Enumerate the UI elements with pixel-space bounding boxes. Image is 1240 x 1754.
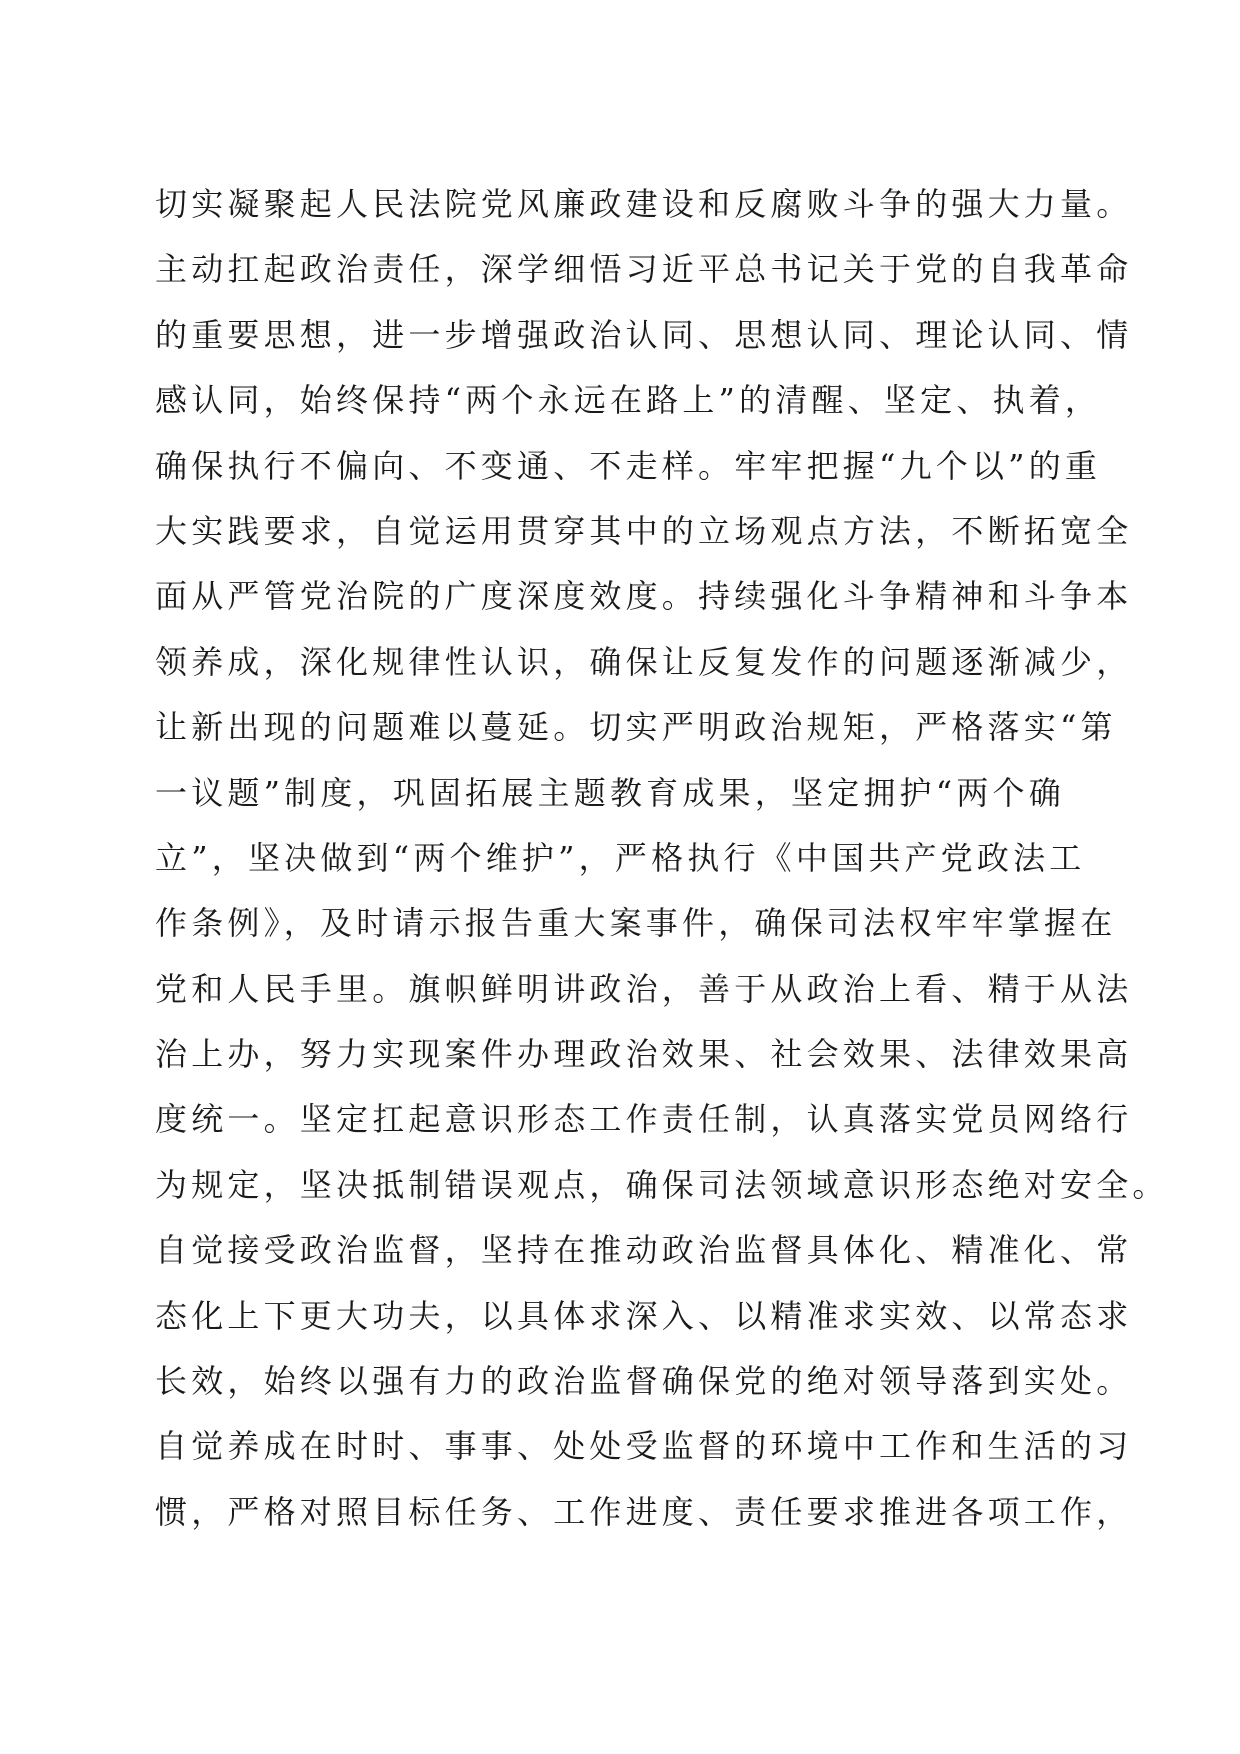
text-line: 惯，严格对照目标任务、工作进度、责任要求推进各项工作， xyxy=(155,1492,1133,1531)
text-line: 感认同，始终保持“两个永远在路上”的清醒、坚定、执着， xyxy=(155,381,1102,420)
text-line: 自觉接受政治监督，坚持在推动政治监督具体化、精准化、常 xyxy=(155,1231,1133,1270)
text-line: 长效，始终以强有力的政治监督确保党的绝对领导落到实处。 xyxy=(155,1362,1133,1401)
text-line: 一议题”制度，巩固拓展主题教育成果，坚定拥护“两个确 xyxy=(155,773,1065,812)
text-line: 主动扛起政治责任，深学细悟习近平总书记关于党的自我革命 xyxy=(155,250,1133,289)
text-line: 度统一。坚定扛起意识形态工作责任制，认真落实党员网络行 xyxy=(155,1100,1133,1139)
text-line: 让新出现的问题难以蔓延。切实严明政治规矩，严格落实“第 xyxy=(155,708,1117,747)
text-line: 面从严管党治院的广度深度效度。持续强化斗争精神和斗争本 xyxy=(155,577,1133,616)
text-line: 自觉养成在时时、事事、处处受监督的环境中工作和生活的习 xyxy=(155,1427,1133,1466)
text-line: 态化上下更大功夫，以具体求深入、以精准求实效、以常态求 xyxy=(155,1296,1133,1335)
text-line: 确保执行不偏向、不变通、不走样。牢牢把握“九个以”的重 xyxy=(155,446,1102,485)
text-line: 大实践要求，自觉运用贯穿其中的立场观点方法，不断拓宽全 xyxy=(155,511,1133,550)
body-text xyxy=(155,172,1169,1545)
text-line: 立”，坚决做到“两个维护”，严格执行《中国共产党政法工 xyxy=(155,838,1086,877)
text-line: 党和人民手里。旗帜鲜明讲政治，善于从政治上看、精于从法 xyxy=(155,969,1133,1008)
text-line: 领养成，深化规律性认识，确保让反复发作的问题逐渐减少， xyxy=(155,642,1133,681)
text-line: 治上办，努力实现案件办理政治效果、社会效果、法律效果高 xyxy=(155,1035,1133,1074)
text-line: 作条例》，及时请示报告重大案事件，确保司法权牢牢掌握在 xyxy=(155,904,1117,943)
text-line: 为规定，坚决抵制错误观点，确保司法领域意识形态绝对安全。 xyxy=(155,1165,1169,1204)
text-line: 切实凝聚起人民法院党风廉政建设和反腐败斗争的强大力量。 xyxy=(155,185,1133,223)
text-line: 的重要思想，进一步增强政治认同、思想认同、理论认同、情 xyxy=(155,315,1133,354)
